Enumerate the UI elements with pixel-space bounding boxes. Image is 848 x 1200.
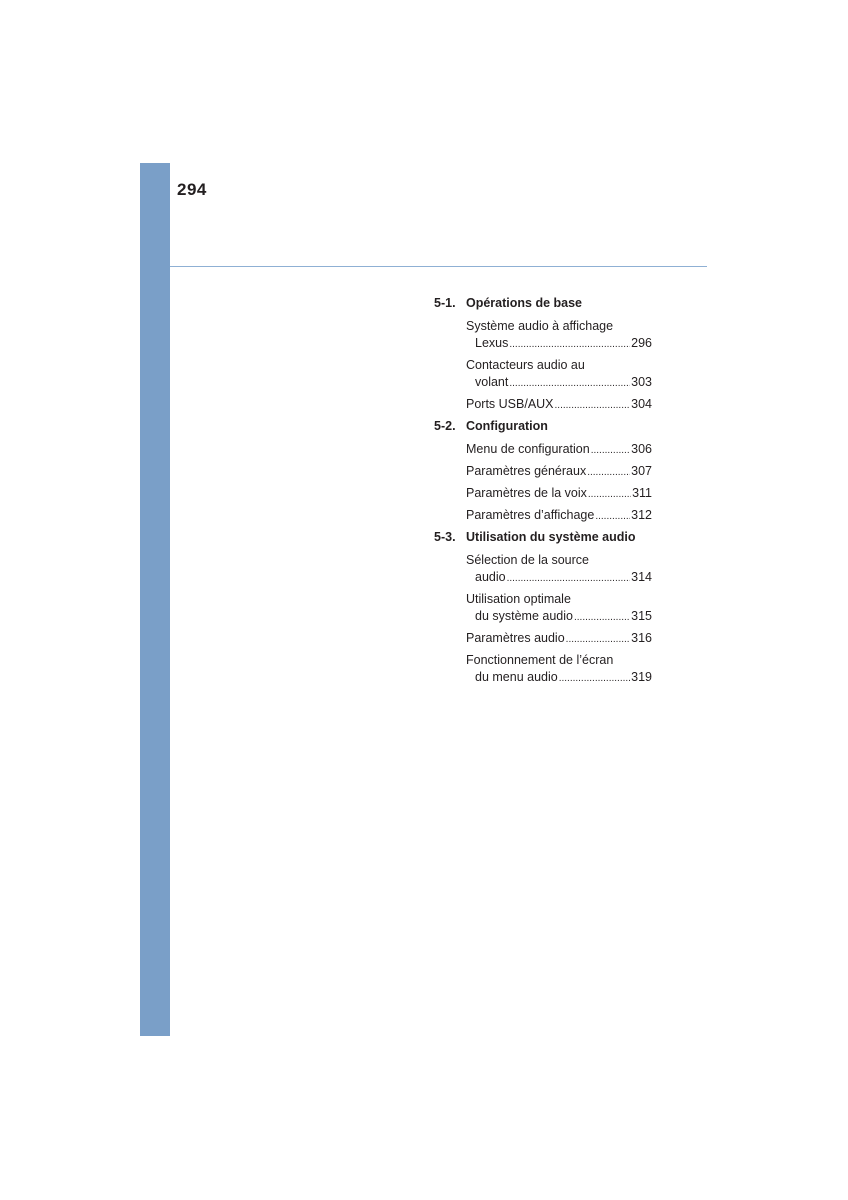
section-heading <box>434 418 652 435</box>
toc-entry[interactable] <box>466 441 652 458</box>
entry-page: 303 <box>631 375 652 389</box>
side-color-bar <box>140 163 170 1036</box>
section-heading <box>434 295 652 312</box>
entry-page: 296 <box>631 336 652 350</box>
toc-section <box>434 418 652 524</box>
entry-label: Système audio à affichage <box>466 319 614 333</box>
toc-entry[interactable] <box>466 552 652 586</box>
toc-entry[interactable] <box>466 485 652 502</box>
toc-entry[interactable] <box>466 591 652 625</box>
table-of-contents <box>434 295 652 691</box>
dot-leader <box>559 670 630 687</box>
section-number: 5-3. <box>434 530 456 544</box>
entry-label: Utilisation optimale <box>466 592 571 606</box>
entry-page: 316 <box>631 631 652 645</box>
entry-page: 312 <box>631 508 652 522</box>
entry-page: 315 <box>631 609 652 623</box>
toc-entry[interactable] <box>466 318 652 352</box>
dot-leader <box>509 336 630 353</box>
dot-leader <box>574 609 630 626</box>
entry-page: 307 <box>631 464 652 478</box>
dot-leader <box>566 631 630 648</box>
entry-label: Paramètres audio <box>466 631 565 645</box>
dot-leader <box>591 442 630 459</box>
entry-label: Menu de configuration <box>466 442 590 456</box>
toc-entry[interactable] <box>466 507 652 524</box>
section-heading <box>434 529 652 546</box>
toc-section <box>434 529 652 686</box>
dot-leader <box>588 486 631 503</box>
dot-leader <box>555 397 631 414</box>
entry-label: Fonctionnement de l’écran <box>466 653 614 667</box>
toc-entry[interactable] <box>466 357 652 391</box>
entry-label: Paramètres d’affichage <box>466 508 595 522</box>
section-title: Utilisation du système audio <box>466 530 636 544</box>
entry-label: Ports USB/AUX <box>466 397 554 411</box>
toc-entry[interactable] <box>466 652 652 686</box>
entry-label: Lexus <box>475 336 509 350</box>
section-number: 5-1. <box>434 296 456 310</box>
header-divider <box>170 266 707 267</box>
dot-leader <box>595 508 630 525</box>
entry-page: 314 <box>631 570 652 584</box>
entry-page: 319 <box>631 670 652 684</box>
entry-label: Paramètres généraux <box>466 464 587 478</box>
toc-entry[interactable] <box>466 630 652 647</box>
toc-entry[interactable] <box>466 396 652 413</box>
entry-label: Sélection de la source <box>466 553 589 567</box>
entry-page: 306 <box>631 442 652 456</box>
page-number: 294 <box>177 180 207 199</box>
entry-label: du système audio <box>475 609 573 623</box>
toc-section <box>434 295 652 413</box>
dot-leader <box>587 464 630 481</box>
section-title: Configuration <box>466 419 548 433</box>
section-title: Opérations de base <box>466 296 583 310</box>
dot-leader <box>509 375 630 392</box>
entry-label: volant <box>475 375 509 389</box>
entry-label: Contacteurs audio au <box>466 358 585 372</box>
entry-label: du menu audio <box>475 670 558 684</box>
entry-label: audio <box>475 570 506 584</box>
entry-label: Paramètres de la voix <box>466 486 587 500</box>
entry-page: 304 <box>631 397 652 411</box>
entry-page: 311 <box>632 486 652 500</box>
section-number: 5-2. <box>434 419 456 433</box>
toc-entry[interactable] <box>466 463 652 480</box>
dot-leader <box>507 570 631 587</box>
